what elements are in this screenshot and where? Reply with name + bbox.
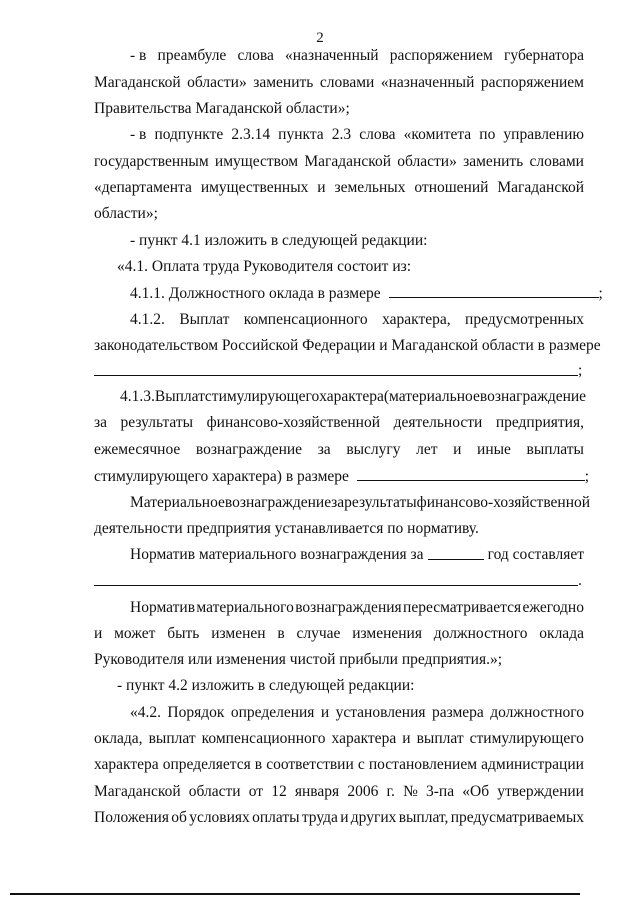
word: финансово-хозяйственной (206, 414, 381, 431)
footer-rule (10, 893, 580, 895)
word: 4.1.2. (130, 311, 165, 328)
p5-line (130, 283, 603, 304)
word: изменен (211, 625, 266, 642)
word: вознаграждения (295, 599, 402, 616)
word: Магаданской (304, 153, 392, 170)
word: предусматриваемых (450, 809, 584, 826)
p1-line1 (130, 46, 584, 66)
p12-line1 (130, 703, 584, 723)
p7-semicolon: ; (584, 468, 590, 485)
word: области» (187, 74, 247, 91)
word: оклада, (94, 730, 143, 747)
word: должностного (433, 625, 528, 642)
p7-line4 (94, 466, 590, 487)
p7-text: стимулирующего характера) в размере (94, 468, 349, 485)
p10-line3: Руководителя или изменения чистой прибыли предприятия.»; (94, 651, 503, 668)
word: 2.3 (331, 126, 352, 143)
word: соответствии (266, 756, 354, 773)
word: Магаданской (94, 783, 181, 800)
word: об (171, 809, 187, 826)
word: «4.2. (130, 704, 161, 721)
word: Материальное (130, 494, 225, 511)
p10-line2 (94, 624, 584, 644)
word: результаты (344, 494, 417, 511)
word: распоряжением (480, 74, 584, 91)
word: «назначенный (380, 74, 475, 91)
blank-year-line (428, 545, 484, 560)
word: выплат, (398, 809, 449, 826)
p8-line2: деятельности предприятия устанавливается по нормативу. (94, 520, 479, 537)
word: г. (386, 783, 395, 800)
p9-text-a: Норматив материального вознаграждения за (130, 546, 424, 563)
p4-line: «4.1. Оплата труда Руководителя состоит из: (117, 258, 412, 275)
word: отношений (414, 179, 489, 196)
p12-line5 (94, 808, 584, 828)
word: - в (130, 47, 147, 64)
word: характера (319, 388, 384, 405)
word: января (294, 783, 340, 800)
word: Норматив (130, 599, 196, 616)
word: с (357, 756, 365, 773)
word: утверждении (497, 783, 584, 800)
word: результаты (120, 414, 194, 431)
word: лет (416, 441, 438, 458)
word: деятельности (393, 414, 483, 431)
word: распоряжением (389, 47, 493, 64)
word: заменить (253, 74, 314, 91)
word: 4.1.3. (120, 388, 155, 405)
p9-text-b: год составляет (487, 546, 584, 563)
word: - в (130, 126, 147, 143)
p8-line1 (130, 493, 591, 513)
p12-line2 (94, 729, 584, 749)
word: характера (331, 730, 397, 747)
word: 3-па (426, 783, 455, 800)
word: других (350, 809, 397, 826)
p7-line2 (94, 413, 584, 433)
blank-incentive-line (357, 466, 585, 481)
word: имущественных (200, 179, 309, 196)
word: финансово-хозяйственной (416, 494, 591, 511)
word: и (94, 625, 103, 642)
word: должностного (490, 704, 584, 721)
word: случае (296, 625, 341, 642)
word: выплат (416, 730, 464, 747)
word: подпункте (154, 126, 224, 143)
word: может (114, 625, 156, 642)
word: земельных (334, 179, 406, 196)
p2-line1 (130, 125, 584, 145)
word: области» (397, 153, 457, 170)
word: Порядок (167, 704, 225, 721)
word: выплаты (526, 441, 584, 458)
word: и (453, 441, 462, 458)
word: 2006 (347, 783, 379, 800)
word: за (331, 494, 345, 511)
word: компенсационного (201, 730, 326, 747)
p11-line: - пункт 4.2 изложить в следующей редакции: (117, 677, 415, 694)
word: Магаданской (94, 74, 181, 91)
word: «назначенный (285, 47, 379, 64)
p3-line: - пункт 4.1 изложить в следующей редакции: (130, 232, 428, 249)
word: иные (477, 441, 511, 458)
word: и (317, 179, 326, 196)
word: слова (359, 126, 396, 143)
blank-compensation-line (94, 375, 578, 376)
word: Выплат (179, 311, 230, 328)
word: и (340, 809, 349, 826)
word: предусмотренных (465, 311, 584, 328)
word: быть (167, 625, 200, 642)
word: вознаграждение (224, 494, 332, 511)
word: выслугу (346, 441, 401, 458)
word: № (403, 783, 418, 800)
word: от (248, 783, 264, 800)
word: 12 (271, 783, 287, 800)
word: предприятия, (495, 414, 584, 431)
word: размера (431, 704, 484, 721)
word: словами (529, 153, 584, 170)
word: характера, (382, 311, 451, 328)
word: государственным (94, 153, 209, 170)
p6-line2: законодательством Российской Федерации и Магаданской области в размере (94, 337, 601, 354)
word: Магаданской (497, 179, 584, 196)
word: словами (319, 74, 375, 91)
word: за (317, 441, 331, 458)
word: области (188, 783, 241, 800)
word: ежемесячное (94, 441, 181, 458)
word: в (254, 756, 263, 773)
word: губернатора (504, 47, 584, 64)
word: и (320, 704, 330, 721)
p6-semicolon: ; (578, 362, 583, 379)
word: Положения (94, 809, 169, 826)
word: стимулирующего (469, 730, 584, 747)
word: компенсационного (243, 311, 368, 328)
word: имуществом (214, 153, 299, 170)
word: вознаграждение (195, 441, 303, 458)
p2-line2 (94, 152, 584, 172)
p9-period: . (578, 572, 582, 589)
word: преамбуле (157, 47, 227, 64)
word: ежегодно (522, 599, 584, 616)
word: администрации (481, 756, 584, 773)
p2-line4: области»; (94, 205, 158, 222)
word: по (479, 126, 496, 143)
p5-text: 4.1.1. Должностного оклада в размере (130, 285, 381, 302)
word: постановлением (368, 756, 478, 773)
word: определения (230, 704, 315, 721)
word: материального (196, 599, 294, 616)
p9-line1 (130, 545, 584, 565)
p7-line3 (94, 440, 584, 460)
p12-line4 (94, 782, 584, 802)
word: слова (237, 47, 274, 64)
blank-norm-line (94, 585, 578, 586)
word: «Об (462, 783, 490, 800)
word: стимулирующего (204, 388, 320, 405)
word: и (402, 730, 411, 747)
page-number: 2 (316, 30, 324, 46)
word: характера (94, 756, 159, 773)
word: изменения (352, 625, 422, 642)
p6-line1 (130, 310, 584, 330)
word: оклада (539, 625, 584, 642)
p2-line3 (94, 178, 584, 198)
p7-line1 (120, 387, 587, 407)
word: определяется (162, 756, 251, 773)
word: пункта (278, 126, 324, 143)
blank-salary-line (389, 283, 599, 298)
word: заменить (463, 153, 524, 170)
word: 2.3.14 (231, 126, 271, 143)
word: за (94, 414, 108, 431)
word: условиях (189, 809, 250, 826)
word: пересматривается (403, 599, 522, 616)
p10-line1 (130, 598, 584, 618)
word: (материальное (383, 388, 480, 405)
word: в (277, 625, 285, 642)
word: Выплат (154, 388, 205, 405)
word: установления (335, 704, 426, 721)
p1-line3: Правительства Магаданской области»; (94, 100, 350, 117)
word: выплат (148, 730, 196, 747)
word: труда (301, 809, 338, 826)
word: управлению (503, 126, 584, 143)
word: «департамента (94, 179, 192, 196)
p5-semicolon: ; (598, 285, 603, 302)
p12-line3 (94, 755, 584, 775)
word: вознаграждение (479, 388, 587, 405)
word: оплаты (252, 809, 300, 826)
p1-line2 (94, 73, 584, 93)
word: «комитета (403, 126, 472, 143)
